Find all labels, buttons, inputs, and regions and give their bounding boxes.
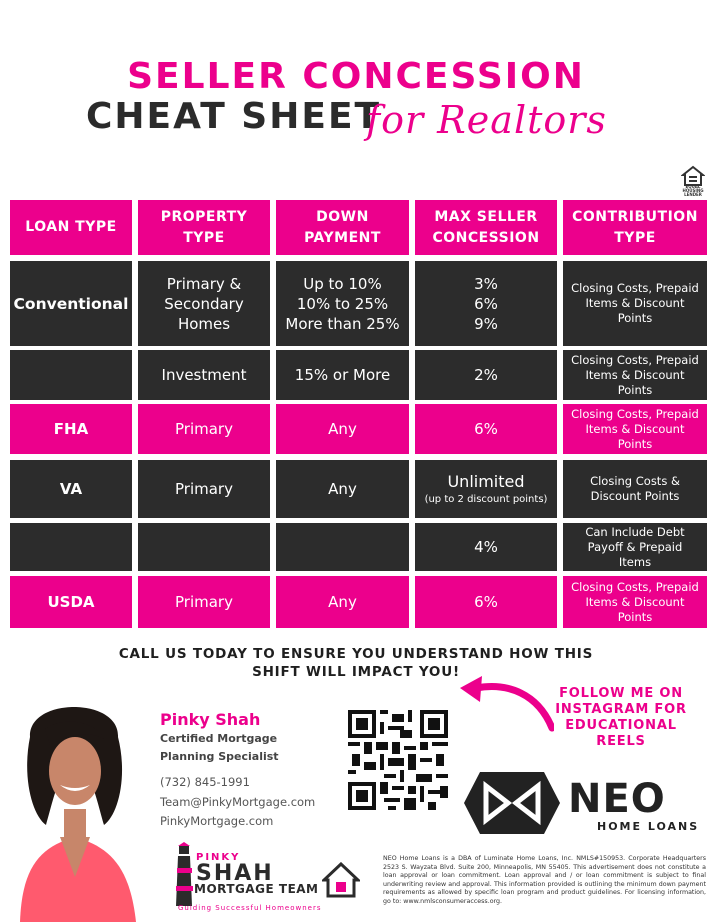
- row-5-contribution: Can Include Debt Payoff & Prepaid Items: [563, 523, 707, 571]
- row-1-contribution: Closing Costs, Prepaid Items & Discount Points: [563, 261, 707, 346]
- instagram-follow-text: FOLLOW ME ON INSTAGRAM FOR EDUCATIONAL REELS: [555, 686, 687, 749]
- agent-phone[interactable]: (732) 845-1991: [160, 775, 250, 789]
- header-contribution-type: CONTRIBUTION TYPE: [563, 200, 707, 255]
- row-3-max: 6%: [415, 404, 557, 454]
- row-5-property: [138, 523, 270, 571]
- row-1-down: [276, 261, 409, 346]
- team-logo-shah: SHAH: [196, 861, 274, 886]
- agent-title-1: Certified Mortgage: [160, 732, 278, 745]
- row-4-loan: VA: [10, 460, 132, 518]
- team-logo-mortgage-team: MORTGAGE TEAM: [194, 882, 319, 896]
- title-line-2: CHEAT SHEET: [86, 96, 382, 137]
- row-6-loan: USDA: [10, 576, 132, 628]
- row-6-contribution: Closing Costs, Prepaid Items & Discount Points: [563, 576, 707, 628]
- row-2-max: 2%: [415, 350, 557, 400]
- row-3-down: Any: [276, 404, 409, 454]
- row-4-down: Any: [276, 460, 409, 518]
- row-4-max-value: Unlimited: [447, 472, 525, 491]
- row-1-down-3: More than 25%: [285, 314, 400, 333]
- row-4-max-note: (up to 2 discount points): [424, 494, 548, 505]
- row-1-down-1: Up to 10%: [303, 274, 382, 293]
- row-2-down: 15% or More: [276, 350, 409, 400]
- equal-housing-label: EQUAL HOUSING LENDER: [682, 184, 704, 197]
- row-1-property: Primary & Secondary Homes: [138, 261, 270, 346]
- row-1-max-3: 9%: [474, 314, 498, 333]
- row-2-loan: [10, 350, 132, 400]
- row-2-contribution: Closing Costs, Prepaid Items & Discount Points: [563, 350, 707, 400]
- row-1-max-1: 3%: [474, 274, 498, 293]
- row-1-loan: Conventional: [10, 261, 132, 346]
- title-script: for Realtors: [366, 98, 607, 142]
- row-4-property: Primary: [138, 460, 270, 518]
- row-1-down-2: 10% to 25%: [296, 294, 389, 313]
- agent-website[interactable]: PinkyMortgage.com: [160, 814, 274, 828]
- row-6-property: Primary: [138, 576, 270, 628]
- header-max-concession: MAX SELLER CONCESSION: [415, 200, 557, 255]
- house-icon: [322, 862, 360, 898]
- agent-name: Pinky Shah: [160, 710, 261, 729]
- agent-photo: [0, 697, 150, 922]
- row-4-contribution: Closing Costs & Discount Points: [563, 460, 707, 518]
- lighthouse-icon: [170, 842, 198, 908]
- call-to-action: CALL US TODAY TO ENSURE YOU UNDERSTAND HOW THIS SHIFT WILL IMPACT YOU!: [118, 646, 594, 680]
- header-property-type: PROPERTY TYPE: [138, 200, 270, 255]
- row-3-contribution: Closing Costs, Prepaid Items & Discount Points: [563, 404, 707, 454]
- legal-disclaimer: NEO Home Loans is a DBA of Luminate Home Loans, Inc. NMLS#150953. Corporate Headquarters 2523 S. Wayzata Blvd. Suite 200, Minneapolis, MN 55405. This advertisement does not constitute a loan approval or loan commitment. Loan approval and / or loan commitment is subject to final underwriting review and approval. This information provided is outlining the minimum down payment requirements as allowed by specific loan program and product guidelines. For licensing information, go to: www.nmlsconsumeraccess.org.: [383, 855, 706, 905]
- row-6-max: 6%: [415, 576, 557, 628]
- qr-code[interactable]: [348, 710, 448, 810]
- row-2-property: Investment: [138, 350, 270, 400]
- team-logo-pinky: PINKY: [196, 852, 241, 863]
- team-logo-tagline: Guiding Successful Homeowners: [178, 904, 322, 912]
- neo-brand-name: NEO: [568, 776, 666, 822]
- row-5-loan: [10, 523, 132, 571]
- row-5-down: [276, 523, 409, 571]
- agent-title-2: Planning Specialist: [160, 750, 279, 763]
- row-6-down: Any: [276, 576, 409, 628]
- row-1-max-2: 6%: [474, 294, 498, 313]
- header-down-payment: DOWN PAYMENT: [276, 200, 409, 255]
- neo-logo-icon: [464, 772, 560, 834]
- row-1-max: [415, 261, 557, 346]
- row-3-loan: FHA: [10, 404, 132, 454]
- header-loan-type: LOAN TYPE: [10, 200, 132, 255]
- arrow-icon: [458, 674, 554, 734]
- row-5-max: 4%: [415, 523, 557, 571]
- row-3-property: Primary: [138, 404, 270, 454]
- concession-table: [10, 200, 707, 628]
- neo-brand-subtitle: HOME LOANS: [597, 820, 700, 833]
- title-line-1: SELLER CONCESSION: [127, 56, 585, 97]
- agent-email[interactable]: Team@PinkyMortgage.com: [160, 795, 316, 809]
- row-4-max: [415, 460, 557, 518]
